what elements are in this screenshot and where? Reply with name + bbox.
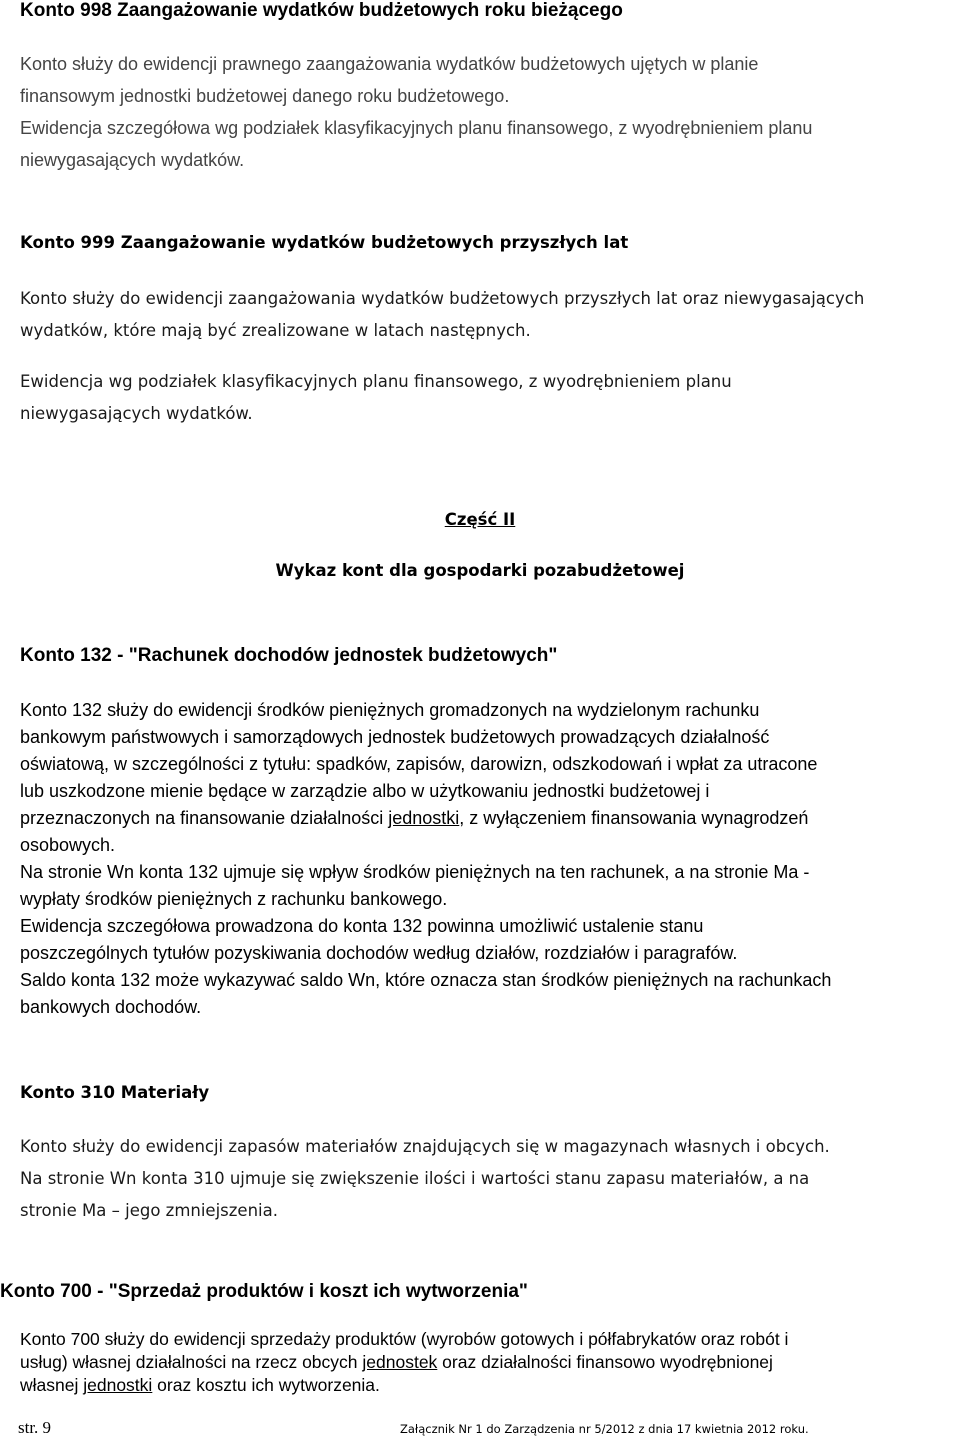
link-jednostki[interactable]: jednostki bbox=[388, 808, 460, 828]
text-span: własnej bbox=[20, 1375, 84, 1395]
link-jednostek[interactable]: jednostek bbox=[362, 1352, 438, 1372]
text-line: niewygasających wydatków. bbox=[20, 150, 245, 170]
link-jednostki[interactable]: jednostki bbox=[83, 1375, 153, 1395]
text-line: wydatków, które mają być zrealizowane w latach następnych. bbox=[20, 321, 531, 340]
text-line: Ewidencja szczegółowa prowadzona do konta 132 powinna umożliwić ustalenie stanu bbox=[20, 916, 704, 936]
heading-konto-132: Konto 132 - "Rachunek dochodów jednostek budżetowych" bbox=[20, 645, 558, 666]
text-line bbox=[20, 805, 831, 832]
text-line bbox=[20, 1374, 788, 1397]
heading-konto-999: Konto 999 Zaangażowanie wydatków budżetowych przyszłych lat bbox=[20, 233, 629, 252]
text-line: bankowych dochodów. bbox=[20, 997, 202, 1017]
page-number: str. 9 bbox=[18, 1418, 52, 1437]
text-line: Ewidencja szczegółowa wg podziałek klasyfikacyjnych planu finansowego, z wyodrębnieniem planu bbox=[20, 118, 813, 138]
text-line: Na stronie Wn konta 310 ujmuje się zwiększenie ilości i wartości stanu zapasu materiałów, a na bbox=[20, 1169, 810, 1188]
footer-note: Załącznik Nr 1 do Zarządzenia nr 5/2012 z dnia 17 kwietnia 2012 roku. bbox=[400, 1422, 809, 1436]
heading-konto-310: Konto 310 Materiały bbox=[20, 1083, 210, 1102]
text-line bbox=[20, 1351, 788, 1374]
text-line: wypłaty środków pieniężnych z rachunku bankowego. bbox=[20, 889, 448, 909]
text-line: Konto służy do ewidencji zaangażowania wydatków budżetowych przyszłych lat oraz niewygasających bbox=[20, 289, 865, 308]
text-span: , z wyłączeniem finansowania wynagrodzeń bbox=[459, 808, 809, 828]
konto-700-text bbox=[20, 1328, 788, 1397]
text-line: Konto służy do ewidencji prawnego zaangażowania wydatków budżetowych ujętych w planie bbox=[20, 54, 759, 74]
part-title: Część II bbox=[444, 510, 516, 529]
text-line: Saldo konta 132 może wykazywać saldo Wn, które oznacza stan środków pieniężnych na rachunkach bbox=[20, 970, 832, 990]
text-line: niewygasających wydatków. bbox=[20, 404, 253, 423]
text-line: osobowych. bbox=[20, 835, 116, 855]
text-line: bankowym państwowych i samorządowych jednostek budżetowych prowadzących działalność bbox=[20, 727, 770, 747]
text-span: oraz działalności finansowo wyodrębnionej bbox=[437, 1352, 773, 1372]
heading-konto-700: Konto 700 - "Sprzedaż produktów i koszt ich wytworzenia" bbox=[0, 1281, 528, 1302]
text-line: poszczególnych tytułów pozyskiwania dochodów według działów, rozdziałów i paragrafów. bbox=[20, 943, 738, 963]
text-line: lub uszkodzone mienie będące w zarządzie albo w użytkowaniu jednostki budżetowej i bbox=[20, 781, 710, 801]
text-span: usług) własnej działalności na rzecz obcych bbox=[20, 1352, 363, 1372]
text-line: oświatową, w szczególności z tytułu: spadków, zapisów, darowizn, odszkodowań i wpłat za utracone bbox=[20, 754, 818, 774]
konto-999-para-2 bbox=[20, 366, 732, 430]
part-subtitle: Wykaz kont dla gospodarki pozabudżetowej bbox=[275, 561, 685, 580]
konto-132-text bbox=[20, 697, 831, 1021]
text-span: przeznaczonych na finansowanie działalności bbox=[20, 808, 389, 828]
text-line: Konto 132 służy do ewidencji środków pieniężnych gromadzonych na wydzielonym rachunku bbox=[20, 700, 760, 720]
text-line: stronie Ma – jego zmniejszenia. bbox=[20, 1201, 278, 1220]
konto-998-text bbox=[20, 48, 812, 176]
konto-999-para-1 bbox=[20, 283, 864, 347]
text-line: finansowym jednostki budżetowej danego roku budżetowego. bbox=[20, 86, 510, 106]
text-line: Konto służy do ewidencji zapasów materiałów znajdujących się w magazynach własnych i obcych. bbox=[20, 1137, 830, 1156]
text-line: Ewidencja wg podziałek klasyfikacyjnych planu finansowego, z wyodrębnieniem planu bbox=[20, 372, 732, 391]
heading-konto-998: Konto 998 Zaangażowanie wydatków budżetowych roku bieżącego bbox=[20, 0, 623, 21]
konto-310-text bbox=[20, 1131, 830, 1227]
text-line: Na stronie Wn konta 132 ujmuje się wpływ środków pieniężnych na ten rachunek, a na stronie Ma - bbox=[20, 862, 810, 882]
text-line: Konto 700 służy do ewidencji sprzedaży produktów (wyrobów gotowych i półfabrykatów oraz robót i bbox=[20, 1329, 789, 1349]
text-span: oraz kosztu ich wytworzenia. bbox=[152, 1375, 380, 1395]
